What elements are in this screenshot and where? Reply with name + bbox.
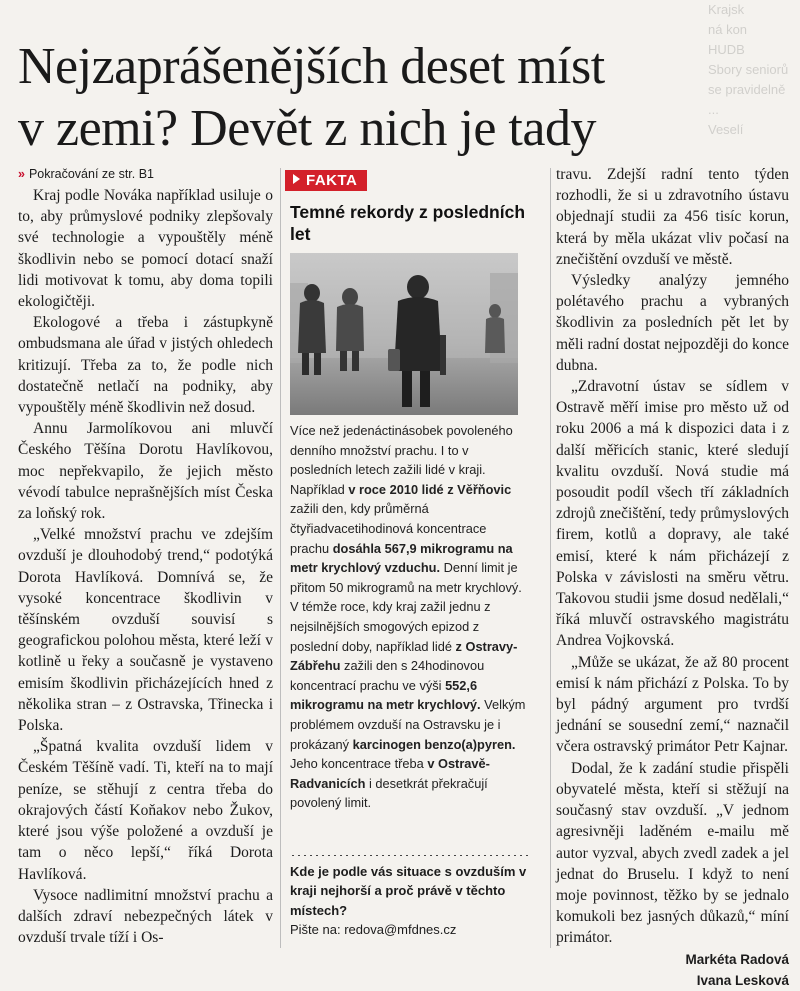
headline-line-2: v zemi? Devět z nich je tady <box>18 100 596 157</box>
smog-photo <box>290 253 518 415</box>
article-column-right <box>556 164 789 991</box>
paragraph: „Zdravotní ústav se sídlem v Ostravě měří imise pro město už od roku 2006 a má k dispozici data i z další měřicích stanic, které sledují kvalitu ovzduší. Nová studie má posoudit podíl všech tří základních zdrojů znečištění, tedy průmyslových firem, kotlů a dopravy, ale také emisí, které k nám přicházejí z Polska v závislosti na směru větru. Takovou studii jsme dosud nedělali,“ říká mluvčí ostravského magistrátu Andrea Vojkovská. <box>556 378 789 650</box>
paragraph: Dodal, že k zadání studie přispěli obyvatelé města, kteří si stěžují na současný stav ovzduší. „V jednom agresivněji laděném e-mailu mě autor vyzval, abych zvedl zadek a jel jednat do Bruselu. I když to není moje povinnost, těžko by se jednalo komukoli bez jasných důkazů,“ míní primátor. <box>556 759 789 947</box>
fakta-highlight: 552,6 mikrogramu na metr krychlový. <box>290 677 481 713</box>
fakta-highlight: dosáhla 567,9 mikrogramu na metr krychlový vzduchu. <box>290 540 513 576</box>
adjacent-column-fragment <box>708 0 800 150</box>
fakta-box <box>285 170 547 813</box>
paragraph: travu. Zdejší radní tento týden rozhodli, že si u zdravotního ústavu objednají studii za 456 tisíc korun, která by měla ukázat vliv počasí na znečištění ovzduší ve městě. <box>556 166 789 268</box>
paragraph: Kraj podle Nováka například usiluje o to, aby průmyslové podniky zlepšovaly své technologie a vypouštěly méně škodlivin nebo se pomocí dotací snaží lidi motivovat k tomu, aby doma topili ekologičtěji. <box>18 187 273 311</box>
paragraph: Ekologové a třeba i zástupkyně ombudsmana ale úřad v jistých ohledech kritizují. Třeba za to, že podle nich dostatečně netlačí na podniky, aby vypouštěly méně škodlivin než dosud. <box>18 314 273 417</box>
continued-marker-icon: » <box>18 167 25 181</box>
adjacent-text: Krajsk <box>708 2 745 17</box>
dotted-separator <box>290 854 530 857</box>
fakta-text-part: zažili den s 24hodinovou koncentrací prachu ve výši <box>290 658 485 693</box>
fakta-highlight: karcinogen benzo(a)pyren. <box>352 736 516 752</box>
question-text: Kde je podle vás situace s ovzduším v kraji nejhorší a proč právě v těchto místech? <box>290 864 527 918</box>
fakta-text-part: Jeho koncentrace třeba <box>290 756 428 772</box>
fakta-label <box>285 170 367 191</box>
fakta-text-part: Denní limit je přitom 50 mikrogramů na metr krychlový. V témže roce, kdy kraj zažil jednu z nejsilnějších smogových epizod z poslední doby, například lidé <box>290 560 522 654</box>
paragraph: „Špatná kvalita ovzduší lidem v Českém Těšíně vadí. Ti, kteří na to mají peníze, se stěhují z centra třeba do okrajových částí Koňakov nebo Žukov, které jsou výše položené a ovzduší je tam o něco lepší,“ říká Dorota Havlíková. <box>18 738 273 883</box>
adjacent-text: ná kon <box>708 22 748 37</box>
adjacent-text: Veselí <box>708 122 744 137</box>
headline-line-1: Nejzaprášenějších deset míst <box>18 38 605 95</box>
fakta-highlight: v Ostravě-Radvanicích <box>290 756 490 791</box>
fakta-text <box>285 421 527 813</box>
fakta-title: Temné rekordy z posledních let <box>290 202 526 244</box>
play-triangle-icon <box>293 174 300 184</box>
column-divider <box>280 168 281 948</box>
fakta-text-part: Velkým problémem ovzduší na Ostravsku je i prokázaný <box>290 697 526 752</box>
fakta-text-part: i desetkrát překračují povolený limit. <box>290 775 488 811</box>
fakta-text-part: zažili den, kdy průměrná čtyřiadvacetihodinová koncentrace prachu <box>290 501 487 556</box>
paragraph: Annu Jarmolíkovou ani mluvčí Českého Těšína Dorotu Havlíkovou, moc nepřekvapilo, že jejich město vévodí tabulce neprašnějších míst Česka za loňský rok. <box>18 420 273 523</box>
adjacent-text: ... <box>708 102 719 117</box>
fakta-highlight: v roce 2010 lidé z Věřňovic <box>348 481 512 497</box>
adjacent-text: se pravidelně <box>708 82 786 97</box>
continued-from <box>18 164 273 185</box>
paragraph: Výsledky analýzy jemného polétavého prachu a vybraných škodlivin za posledních pět let by měli radní dostat nejpozději do konce dubna. <box>556 272 789 374</box>
author-byline <box>556 949 789 991</box>
fakta-label-text: FAKTA <box>306 172 358 189</box>
column-divider <box>550 168 551 948</box>
fakta-highlight: z Ostravy-Zábřehu <box>290 638 518 674</box>
paragraph: „Velké množství prachu ve zdejším ovzduší je dlouhodobý trend,“ podotýká Dorota Havlíková. Domnívá se, že vysoké koncentrace škodlivin v těšínském ovzduší souvisí s geografickou polohou města, které leží v kotlině u řeky a současně je vystaveno emisím škodlivin přicházejících hned z několika stran – z Ostravska, Třinecka i Polska. <box>18 526 273 735</box>
article-column-left <box>18 164 273 948</box>
contact-email[interactable]: Pište na: redova@mfdnes.cz <box>290 921 457 937</box>
adjacent-text: HUDB <box>708 42 745 57</box>
reader-question <box>290 862 535 939</box>
paragraph: Vysoce nadlimitní množství prachu a dalších zdraví nebezpečných látek v ovzduší trvale tíží i Os- <box>18 886 273 947</box>
paragraph: „Může se ukázat, že až 80 procent emisí k nám přichází z Polska. To by byl pádný argument pro tvrdší jednání se sousední zemí,“ naznačil včera ostravský primátor Petr Kajnar. <box>556 653 789 756</box>
article-headline <box>18 36 708 160</box>
continued-text: Pokračování ze str. B1 <box>28 167 155 181</box>
adjacent-text: Sbory seniorů <box>708 62 789 77</box>
fakta-text-part: Více než jedenáctinásobek povoleného denního množství prachu. I to v posledních letech zažili lidé v kraji. Například <box>290 423 513 497</box>
author-name: Ivana Lesková <box>696 972 789 988</box>
author-name: Markéta Radová <box>685 951 789 967</box>
